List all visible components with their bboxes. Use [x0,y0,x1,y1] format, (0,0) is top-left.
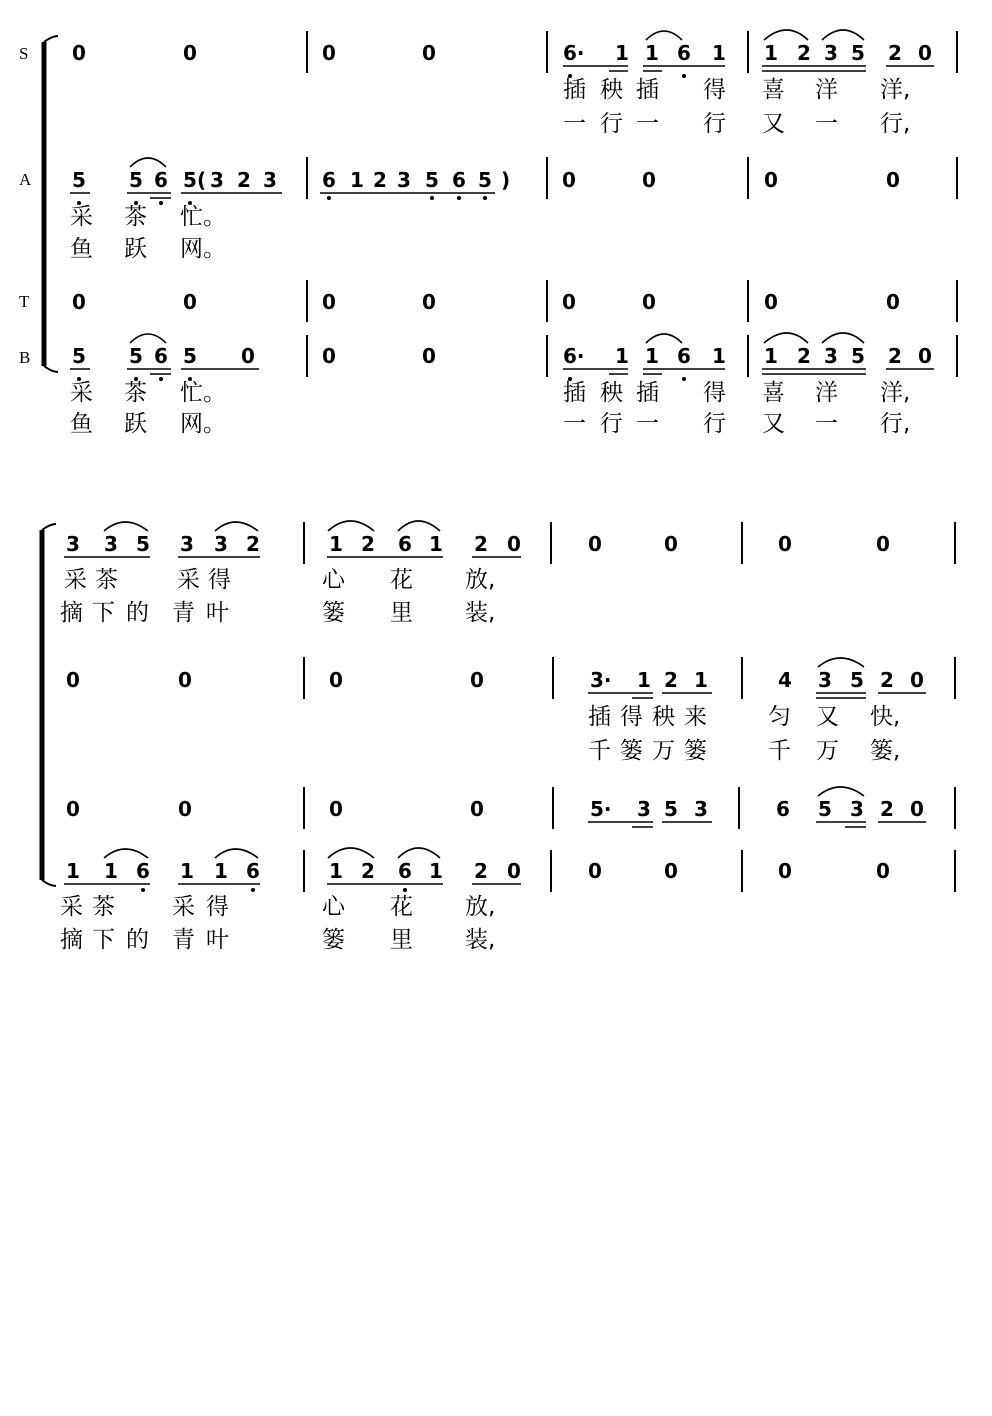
lyric: 插 [636,380,659,406]
note: 1 [615,344,629,368]
lyric: 茶 [124,380,147,406]
note: 0 [183,41,197,65]
note: 0 [422,290,436,314]
lyric: 喜 [762,380,785,406]
lyric: 得 [206,894,229,920]
note: ) [501,168,511,192]
note: 0 [588,859,602,883]
note: 0 [322,290,336,314]
note: 2 [361,859,375,883]
lyric: 一 [636,111,659,137]
octave-dot [159,201,163,205]
note: 0 [470,668,484,692]
note: 5 [818,797,832,821]
note: 3 [694,797,708,821]
note: 0 [876,532,890,556]
slur [818,787,864,796]
lyric: 篓, [870,738,901,764]
note: 3 [104,532,118,556]
lyric: 秧 [652,704,675,730]
bracket-hook-top [44,36,58,42]
note: 1 [694,668,708,692]
note: 0 [642,168,656,192]
slur [764,30,808,40]
note: 5 [72,168,86,192]
lyric: 花 [390,894,413,920]
note: 5 [183,168,197,192]
lyric: 茶 [124,204,147,230]
lyric: 采 [177,567,200,593]
system-2 [42,521,955,953]
bass-staff [70,333,957,437]
note: 2 [474,532,488,556]
octave-dot [403,888,407,892]
slur [215,522,258,531]
lyric: 万 [652,738,675,764]
lyric: 得 [703,380,726,406]
note: 3 [818,668,832,692]
note: 2 [880,797,894,821]
note: 6 [398,532,412,556]
lyric: 网。 [180,411,226,437]
slur [104,522,148,531]
slur [398,521,440,531]
voice-label-b: B [19,348,31,367]
note: 2 [888,41,902,65]
note: 0 [241,344,255,368]
octave-dot [483,196,487,200]
lyric: 跃 [124,411,147,437]
lyric: 里 [390,927,413,953]
alto-staff [66,657,955,764]
note: 0 [178,797,192,821]
note: 0 [322,41,336,65]
lyric: 的 [126,927,149,953]
slur [104,849,148,858]
note: 2 [373,168,387,192]
lyric: 下 [92,600,115,626]
note: 0 [562,290,576,314]
octave-dot [430,196,434,200]
note: 0 [918,41,932,65]
lyric: 忙。 [180,380,226,406]
note: 5 [129,168,143,192]
note: 6· [563,344,585,368]
lyric: 叶 [206,600,229,626]
note: 2 [797,41,811,65]
note: 0 [886,290,900,314]
note: 2 [246,532,260,556]
lyric: 行 [600,411,623,437]
note: 1 [104,859,118,883]
lyric: 插 [563,380,586,406]
note: 0 [178,668,192,692]
slur [822,333,864,343]
note: 5· [590,797,612,821]
bracket-hook-bottom [42,880,56,886]
note: 4 [778,668,792,692]
note: 0 [588,532,602,556]
slur [328,521,374,531]
note: 5 [478,168,492,192]
alto-staff [70,157,957,262]
lyric: 篓 [322,927,345,953]
note: 1 [429,532,443,556]
note: 0 [66,668,80,692]
slur [130,334,166,343]
note: 3 [637,797,651,821]
octave-dot [457,196,461,200]
lyric: 放, [465,894,496,920]
note: 3 [214,532,228,556]
note: 1 [180,859,194,883]
note: 1 [329,532,343,556]
note: 3 [180,532,194,556]
lyric: 洋 [815,380,838,406]
note: 6 [677,344,691,368]
lyric: 秧 [600,380,623,406]
note: 2 [237,168,251,192]
note: 0 [664,532,678,556]
lyric: 青 [172,927,195,953]
octave-dot [682,377,686,381]
bracket-hook-bottom [44,366,58,372]
note: 0 [910,668,924,692]
note: 6· [563,41,585,65]
note: 0 [470,797,484,821]
note: 3 [66,532,80,556]
lyric: 叶 [206,927,229,953]
note: 5 [664,797,678,821]
lyric: 行, [880,411,911,437]
note: 0 [329,797,343,821]
slur [764,333,808,343]
lyric: 洋, [880,77,911,103]
note: 6 [776,797,790,821]
lyric: 采 [64,567,87,593]
note: 1 [615,41,629,65]
note: 0 [664,859,678,883]
note: 2 [664,668,678,692]
lyric: 千 [588,738,611,764]
note: 3 [263,168,277,192]
lyric: 匀 [768,704,791,730]
note: 2 [474,859,488,883]
lyric: 一 [815,111,838,137]
lyric: 青 [172,600,195,626]
slur [818,658,864,667]
note: 0 [329,668,343,692]
note: 3 [850,797,864,821]
note: 0 [183,290,197,314]
lyric: 茶 [92,894,115,920]
lyric: 行, [880,111,911,137]
voice-label-t: T [19,292,30,311]
note: 6 [246,859,260,883]
note: 1 [350,168,364,192]
note: 1 [637,668,651,692]
note: 1 [66,859,80,883]
note: 2 [888,344,902,368]
note: 5 [851,41,865,65]
note: 2 [880,668,894,692]
note: 0 [66,797,80,821]
lyric: 千 [768,738,791,764]
lyric: 忙。 [180,204,226,230]
note: 1 [645,344,659,368]
lyric: 又 [762,111,785,137]
note: 5 [425,168,439,192]
lyric: 鱼 [70,236,93,262]
lyric: 一 [563,411,586,437]
note: 3 [824,41,838,65]
note: 5 [851,344,865,368]
note: 1 [329,859,343,883]
lyric: 插 [636,77,659,103]
lyric: 得 [703,77,726,103]
note: 1 [712,344,726,368]
lyric: 鱼 [70,411,93,437]
lyric: 插 [563,77,586,103]
lyric: 下 [92,927,115,953]
lyric: 又 [816,704,839,730]
note: 3 [210,168,224,192]
lyric: 快, [870,704,901,730]
note: 0 [778,532,792,556]
octave-dot [682,74,686,78]
lyric: 秧 [600,77,623,103]
lyric: 摘 [60,927,83,953]
lyric: 行 [703,111,726,137]
note: 5 [72,344,86,368]
note: 0 [507,859,521,883]
bass-staff [60,848,955,953]
slur [646,334,682,343]
note: 6 [154,168,168,192]
note: 6 [452,168,466,192]
note: 0 [72,290,86,314]
note: 0 [764,168,778,192]
lyric: 又 [762,411,785,437]
note: 5 [129,344,143,368]
note: 5 [183,344,197,368]
note: 6 [136,859,150,883]
lyric: 放, [465,567,496,593]
lyric: 装, [465,600,496,626]
note: 0 [764,290,778,314]
octave-dot [141,888,145,892]
note: 0 [72,41,86,65]
lyric: 装, [465,927,496,953]
octave-dot [159,377,163,381]
note: 3· [590,668,612,692]
lyric: 心 [322,894,345,920]
lyric: 采 [172,894,195,920]
octave-dot [327,196,331,200]
lyric: 采 [60,894,83,920]
lyric: 一 [636,411,659,437]
note: 0 [910,797,924,821]
note: 0 [642,290,656,314]
lyric: 跃 [124,236,147,262]
system-1 [19,30,957,437]
tenor-staff [66,787,955,829]
lyric: 得 [208,567,231,593]
note: 6 [398,859,412,883]
slur [646,31,682,40]
note: 0 [422,41,436,65]
lyric: 行 [703,411,726,437]
note: 0 [918,344,932,368]
slur [398,848,440,858]
note: 0 [422,344,436,368]
note: 5 [136,532,150,556]
lyric: 行 [600,111,623,137]
lyric: 插 [588,704,611,730]
note: 6 [677,41,691,65]
note: 1 [764,41,778,65]
lyric: 心 [322,567,345,593]
soprano-staff [72,30,957,137]
note: 2 [361,532,375,556]
note: 0 [886,168,900,192]
note: 0 [778,859,792,883]
note: 1 [764,344,778,368]
slur [130,158,166,167]
lyric: 花 [390,567,413,593]
note: ( [197,168,207,192]
note: 5 [850,668,864,692]
lyric: 的 [126,600,149,626]
note: 0 [507,532,521,556]
lyric: 万 [816,738,839,764]
tenor-staff [72,280,957,322]
lyric: 篓 [322,600,345,626]
note: 3 [397,168,411,192]
note: 6 [322,168,336,192]
note: 1 [645,41,659,65]
bracket-hook-top [42,524,56,530]
slur [328,848,374,858]
octave-dot [251,888,255,892]
note: 0 [876,859,890,883]
note: 2 [797,344,811,368]
note: 1 [429,859,443,883]
voice-label-s: S [19,44,29,63]
lyric: 茶 [95,567,118,593]
soprano-staff [60,521,955,626]
lyric: 得 [620,704,643,730]
lyric: 里 [390,600,413,626]
lyric: 网。 [180,236,226,262]
lyric: 一 [815,411,838,437]
slur [822,30,864,40]
note: 6 [154,344,168,368]
note: 3 [824,344,838,368]
slur [215,849,258,858]
note: 1 [214,859,228,883]
lyric: 来 [684,704,707,730]
lyric: 采 [70,380,93,406]
lyric: 一 [563,111,586,137]
voice-label-a: A [19,170,32,189]
note: 1 [712,41,726,65]
lyric: 喜 [762,77,785,103]
lyric: 洋 [815,77,838,103]
lyric: 篓 [620,738,643,764]
lyric: 摘 [60,600,83,626]
note: 0 [562,168,576,192]
lyric: 采 [70,204,93,230]
lyric: 篓 [684,738,707,764]
lyric: 洋, [880,380,911,406]
note: 0 [322,344,336,368]
